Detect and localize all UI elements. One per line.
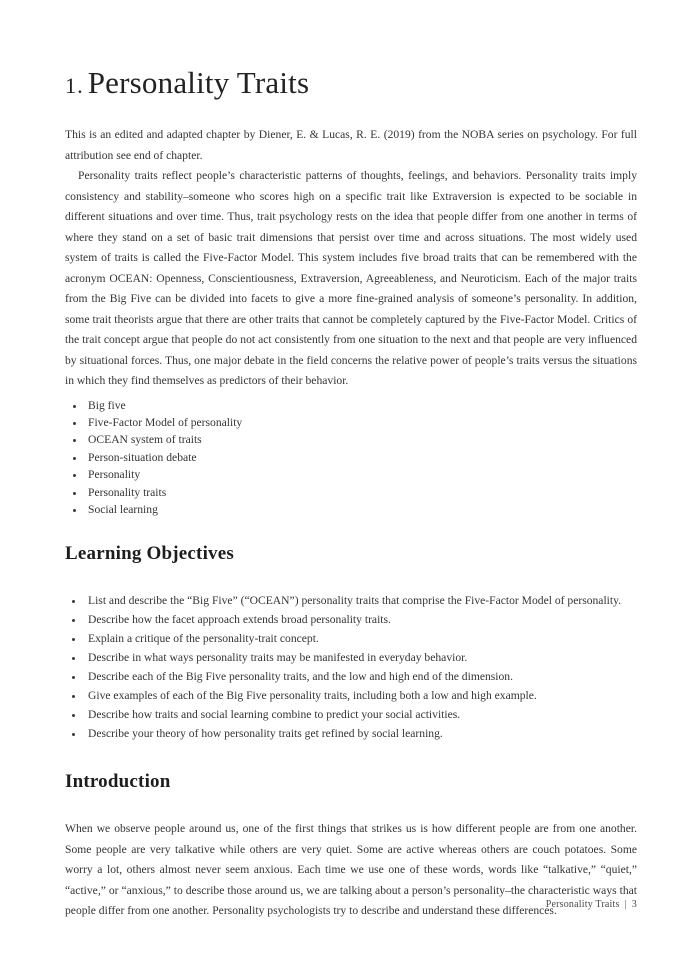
keyword-item: • Personality traits xyxy=(85,484,637,501)
objective-item: • Give examples of each of the Big Five personality traits, including both a low and high example. xyxy=(84,686,637,705)
objective-item: • Describe each of the Big Five personality traits, and the low and high end of the dimension. xyxy=(84,667,637,686)
objectives-list xyxy=(65,591,637,743)
keyword-item: • Social learning xyxy=(85,501,637,518)
chapter-title xyxy=(65,66,637,100)
objective-item: • List and describe the “Big Five” (“OCEAN”) personality traits that comprise the Five-Factor Model of personality. xyxy=(84,591,637,610)
keyword-item: • Person-situation debate xyxy=(85,449,637,466)
objective-item: • Describe your theory of how personality traits get refined by social learning. xyxy=(84,724,637,743)
attribution-paragraph: This is an edited and adapted chapter by Diener, E. & Lucas, R. E. (2019) from the NOBA series on psychology. For full attribution see end of chapter. xyxy=(65,128,637,162)
chapter-number: 1. xyxy=(65,73,84,98)
introduction-paragraph: When we observe people around us, one of the first things that strikes us is how different people are from one another. Some people are very talkative while others are very quiet. Some are active whereas others are couch potatoes. Some worry a lot, others almost never seem anxious. Each time we use one of these words, words like “talkative,” “quiet,” “active,” or “anxious,” to describe those around us, we are talking about a person’s personality–the characteristic ways that people differ from one another. Personality psychologists try to describe and understand these differences. xyxy=(65,822,637,918)
objective-item: • Explain a critique of the personality-trait concept. xyxy=(84,629,637,648)
chapter-title-text: Personality Traits xyxy=(87,65,310,100)
introduction-heading: Introduction xyxy=(65,771,171,793)
learning-objectives-heading: Learning Objectives xyxy=(65,543,234,565)
page-footer xyxy=(546,899,637,910)
footer-divider: | xyxy=(624,899,627,910)
objective-item: • Describe in what ways personality traits may be manifested in everyday behavior. xyxy=(84,648,637,667)
keyword-item: • Personality xyxy=(85,466,637,483)
keyword-item: • Five-Factor Model of personality xyxy=(85,414,637,431)
objective-item: • Describe how traits and social learning combine to predict your social activities. xyxy=(84,705,637,724)
keyword-item: • OCEAN system of traits xyxy=(85,431,637,448)
overview-paragraph: Personality traits reflect people’s characteristic patterns of thoughts, feelings, and behaviors. Personality traits imply consistency and stability–someone who scores high on a specific trait like Extraversion is expected to be sociable in different situations and over time. Thus, trait psychology rests on the idea that people differ from one another in terms of where they stand on a set of basic trait dimensions that persist over time and across situations. The most widely used system of traits is called the Five-Factor Model. This system includes five broad traits that can be remembered with the acronym OCEAN: Openness, Conscientiousness, Extraversion, Agreeableness, and Neuroticism. Each of the major traits from the Big Five can be divided into facets to give a more fine-grained analysis of someone’s personality. In addition, some trait theorists argue that there are other traits that cannot be completely captured by the Five-Factor Model. Critics of the trait concept argue that people do not act consistently from one situation to the next and that people are very influenced by situational forces. Thus, one major debate in the field concerns the relative power of people’s traits versus the situations in which they find themselves as predictors of their behavior. xyxy=(65,169,637,388)
objective-item: • Describe how the facet approach extends broad personality traits. xyxy=(84,610,637,629)
footer-page-number: 3 xyxy=(631,899,637,910)
footer-chapter-label: Personality Traits xyxy=(545,899,620,910)
keyword-item: • Big five xyxy=(85,397,637,414)
keywords-list xyxy=(65,397,637,519)
